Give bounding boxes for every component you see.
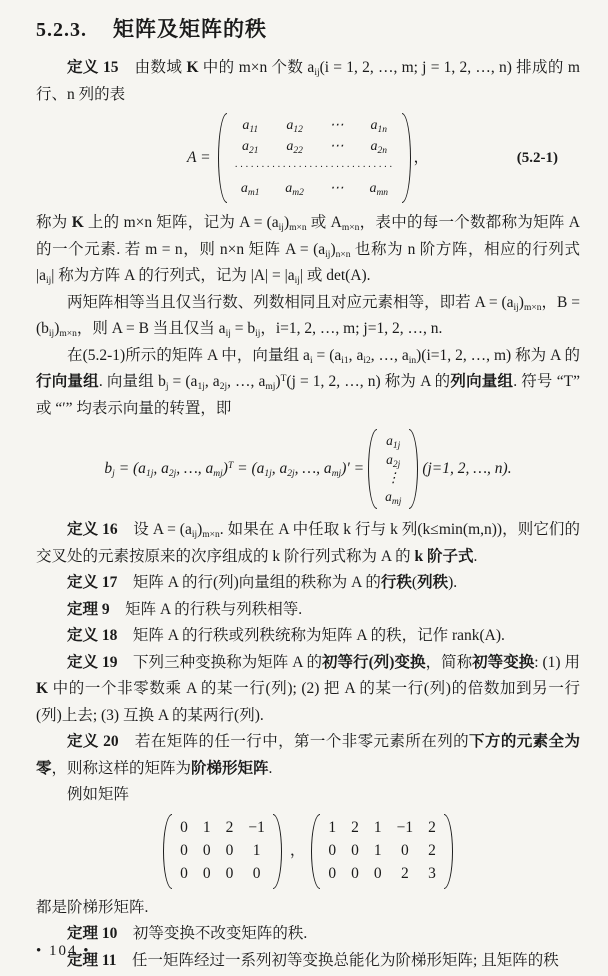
paragraph-row-column-vectors: 在(5.2-1)所示的矩阵 A 中，向量组 $a_i = (a_{i1}$, $a_{i2}$, …, $a_{in})(i=1$, 2, …, m) 称为 A 的行向量组. 向量组 $b_j = (a_{1j}$, $a_{2j}$, …, $a_{mj})^T(j = 1$, 2, …, n) 称为 A 的列向量组. 符号 “T” 或 “′” 均表示向量的转置，即 [36, 346, 580, 417]
paragraph-theorem-11: 定理 11 任一矩阵经过一系列初等变换总能化为阶梯形矩阵; 且矩阵的秩 [67, 951, 559, 969]
equation-number-tag: (5.2-1) [516, 149, 558, 166]
matrix-a [218, 113, 412, 203]
section-title: 矩阵及矩阵的秩 [113, 17, 267, 41]
matrix-a-lhs: A = [187, 148, 211, 166]
paragraph-definition-16: 定义 16 设 $A = (a_{ij})_{m\times n}$. 如果在 A 中任取 k 行与 k 列(k≤min(m,n))，则它们的交叉处的元素按原来的次序组成的 k 阶行列式称为 A 的 k 阶子式. [36, 521, 580, 565]
paragraph-definition-18: 定义 18 矩阵 A 的行秩或列秩统称为矩阵 A 的秩，记作 rank(A). [67, 627, 505, 644]
paragraph-definition-20: 定义 20 若在矩阵的任一行中，第一个非零元素所在列的下方的元素全为零，则称这样的矩阵为阶梯形矩阵. [36, 733, 580, 777]
equation-example-matrices [36, 814, 580, 889]
example-matrix-2-entries: 1 2 1 −1 2 0 0 1 0 2 0 0 0 2 3 [328, 818, 436, 882]
paragraph-matrix-naming: 称为 K 上的 m×n 矩阵，记为 $A = (a_{ij})_{m\times n}$ 或 $A_{m\times n}$，表中的每一个数都称为矩阵 A 的一个元素. 若 m = n，则 n×n 矩阵 $A = (a_{ij})_{n\times n}$ 也称为 n 阶方阵，相应的行列式 $|a_{ij}|$ 称为方阵 A 的行列式，记为 $|A| = |a_{ij}|$ 或 det(A). [36, 214, 580, 286]
example-matrix-1 [163, 814, 282, 889]
page-number: • 104 • [36, 942, 91, 959]
paragraph-example-intro: 例如矩阵 [67, 786, 130, 803]
paragraph-definition-19: 定义 19 下列三种变换称为矩阵 A 的初等行(列)变换，简称初等变换: (1) 用 K 中的一个非零数乘 A 的某一行(列); (2) 把 A 的某一行(列)的倍数加到另一行(列)上去; (3) 互换 A 的某两行(列). [36, 653, 580, 724]
example-matrix-1-entries: 0 1 2 −1 0 0 0 1 0 0 0 0 [180, 818, 265, 882]
paragraph-theorem-10: 定理 10 初等变换不改变矩阵的秩. [67, 925, 308, 942]
example-matrix-2 [311, 814, 453, 889]
left-paren [218, 113, 227, 203]
column-vector-tail: (j=1, 2, …, n). [422, 459, 512, 477]
right-paren [409, 429, 418, 509]
left-paren [368, 429, 377, 509]
column-vector [368, 429, 418, 509]
paragraph-example-conclusion: 都是阶梯形矩阵. [36, 898, 149, 916]
paragraph-matrix-equality: 两矩阵相等当且仅当行数、列数相同且对应元素相等，即若 $A = (a_{ij})_{m\times n}$，$B = (b_{ij})_{m\times n}$，则 A = B 当且仅当 $a_{ij} = b_{ij}$，i=1, 2, …, m; j=1, 2, …, n. [36, 293, 580, 339]
matrix-a-entries: $a_{11}$ $a_{12}$ ⋯ $a_{1n}$ $a_{21}$ $a_{22}$ ⋯ $a_{2n}$ ······························ $a_{m1}$ $a_{m2}$ ⋯ $a_{mn}$ [234, 118, 395, 199]
paragraph-theorem-9: 定理 9 矩阵 A 的行秩与列秩相等. [67, 600, 303, 618]
right-paren [444, 814, 453, 889]
right-paren [402, 113, 411, 203]
left-paren [163, 814, 172, 889]
right-paren [273, 814, 282, 889]
paragraph-definition-17: 定义 17 矩阵 A 的行(列)向量组的秩称为 A 的行秩(列秩). [67, 574, 458, 591]
paragraph-definition-15: 定义 15 由数域 K 中的 m×n 个数 $a_{ij}(i = 1$, 2, …, m; j = 1, 2, …, n) 排成的 m 行、n 列的表 [36, 59, 580, 103]
equation-comma: ， [413, 148, 429, 166]
equation-5-2-1 [36, 113, 580, 203]
equation-column-vector [36, 429, 580, 509]
column-vector-entries: $a_{1j}$ $a_{2j}$ ⋮ $a_{mj}$ [385, 433, 402, 507]
section-heading [36, 14, 580, 45]
column-vector-lead: $b_j = (a_{1j}$, $a_{2j}$, …, $a_{mj})^T = (a_{1j}$, $a_{2j}$, …, $a_{mj})'$ = [104, 459, 365, 479]
left-paren [311, 814, 320, 889]
section-number: 5.2.3. [36, 19, 87, 41]
matrices-separator: ， [289, 841, 306, 859]
